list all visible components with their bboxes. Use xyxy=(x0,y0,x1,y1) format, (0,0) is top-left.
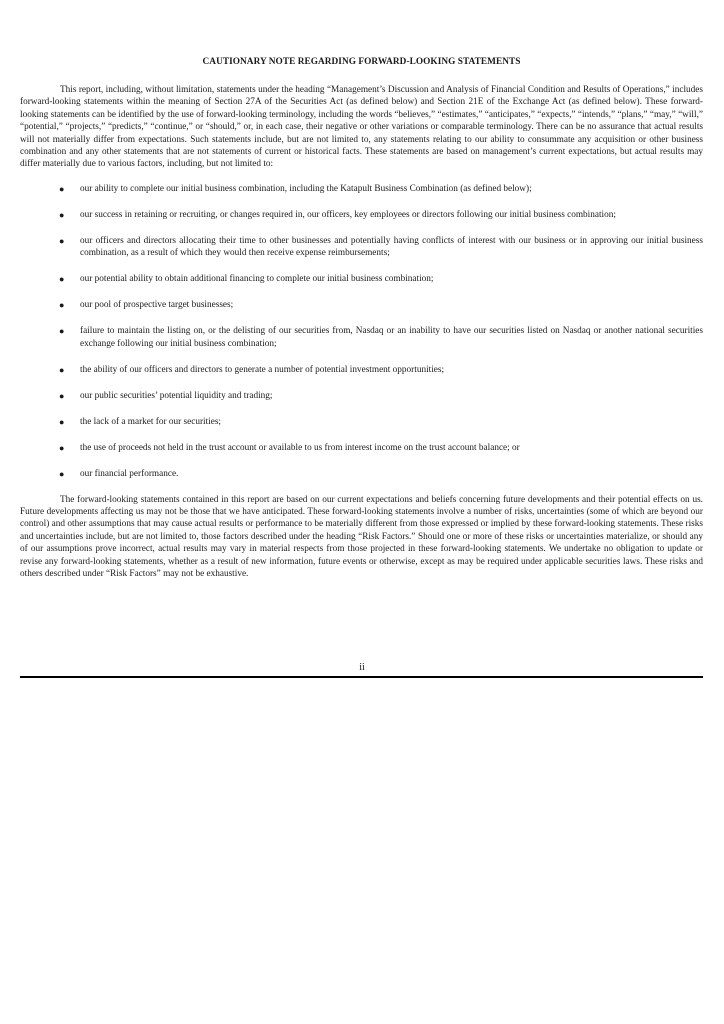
list-item-text: the use of proceeds not held in the trust account or available to us from interest income on the trust account balance; or xyxy=(80,442,520,453)
bullet-icon: ● xyxy=(59,468,65,479)
page-title: CAUTIONARY NOTE REGARDING FORWARD-LOOKING STATEMENTS xyxy=(202,57,521,67)
list-item-text: our ability to complete our initial business combination, including the Katapult Business Combination (as defined below); xyxy=(80,183,532,194)
intro-paragraph: This report, including, without limitation, statements under the heading “Management’s Discussion and Analysis of Financial Condition and Results of Operations,” includes forward-looking statements within the meaning of Section 27A of the Securities Act (as defined below) and Section 21E of the Exchange Act (as defined below). These forward-looking statements can be identified by the use of forward-looking terminology, including the words “believes,” “estimates,” “anticipates,” “expects,” “intends,” “plans,” “may,” “will,” “potential,” “projects,” “predicts,” “continue,” or “should,” or, in each case, their negative or other variations or comparable terminology. There can be no assurance that actual results will not materially differ from expectations. Such statements include, but are not limited to, any statements relating to our ability to consummate any acquisition or other business combination and any other statements that are not statements of current or historical facts. These statements are based on management’s current expectations, but actual results may differ materially due to various factors, including, but not limited to: xyxy=(20,85,703,170)
page-number: ii xyxy=(359,662,365,673)
bullet-icon: ● xyxy=(59,209,65,220)
list-item xyxy=(20,468,703,480)
risk-factor-list xyxy=(20,183,703,480)
list-item-text: the lack of a market for our securities; xyxy=(80,416,222,427)
list-item xyxy=(20,273,703,285)
page-divider xyxy=(20,676,703,678)
bullet-icon: ● xyxy=(59,416,65,427)
list-item-text: our success in retaining or recruiting, or changes required in, our officers, key employees or directors following our initial business combination; xyxy=(80,209,616,220)
list-item xyxy=(20,416,703,428)
bullet-icon: ● xyxy=(59,390,65,401)
bullet-icon: ● xyxy=(59,235,65,246)
list-item xyxy=(20,390,703,402)
closing-paragraph: The forward-looking statements contained in this report are based on our current expectations and beliefs concerning future developments and their potential effects on us. Future developments affecting us may not be those that we have anticipated. These forward-looking statements involve a number of risks, uncertainties (some of which are beyond our control) and other assumptions that may cause actual results or performance to be materially different from those expressed or implied by these forward-looking statements. These risks and uncertainties include, but are not limited to, those factors described under the heading “Risk Factors.” Should one or more of these risks or uncertainties materialize, or should any of our assumptions prove incorrect, actual results may vary in material respects from those projected in these forward-looking statements. We undertake no obligation to update or revise any forward-looking statements, whether as a result of new information, future events or otherwise, except as may be required under applicable securities laws. These risks and others described under “Risk Factors” may not be exhaustive. xyxy=(20,494,703,580)
list-item xyxy=(20,442,703,454)
list-item xyxy=(20,183,703,195)
list-item-text: the ability of our officers and directors to generate a number of potential investment opportunities; xyxy=(80,364,445,375)
list-item xyxy=(20,325,703,350)
list-item xyxy=(20,235,703,260)
bullet-icon: ● xyxy=(59,274,65,285)
list-item xyxy=(20,364,703,376)
list-item-text: our potential ability to obtain additional financing to complete our initial business combination; xyxy=(80,274,434,285)
bullet-icon: ● xyxy=(59,183,65,194)
list-item xyxy=(20,209,703,221)
bullet-icon: ● xyxy=(59,300,65,311)
list-item-text: failure to maintain the listing on, or the delisting of our securities from, Nasdaq or an inability to have our securities listed on Nasdaq or another national securities exchange following our initial business combination; xyxy=(80,326,703,349)
list-item-text: our officers and directors allocating their time to other businesses and potentially having conflicts of interest with our business or in approving our initial business combination, as a result of which they would then receive expense reimbursements; xyxy=(80,235,703,259)
list-item-text: our pool of prospective target businesses; xyxy=(80,300,234,311)
list-item-text: our public securities’ potential liquidity and trading; xyxy=(80,390,273,401)
list-item-text: our financial performance. xyxy=(80,468,179,479)
bullet-icon: ● xyxy=(59,326,65,337)
document-page xyxy=(20,56,703,581)
bullet-icon: ● xyxy=(59,442,65,453)
list-item xyxy=(20,299,703,311)
bullet-icon: ● xyxy=(59,364,65,375)
